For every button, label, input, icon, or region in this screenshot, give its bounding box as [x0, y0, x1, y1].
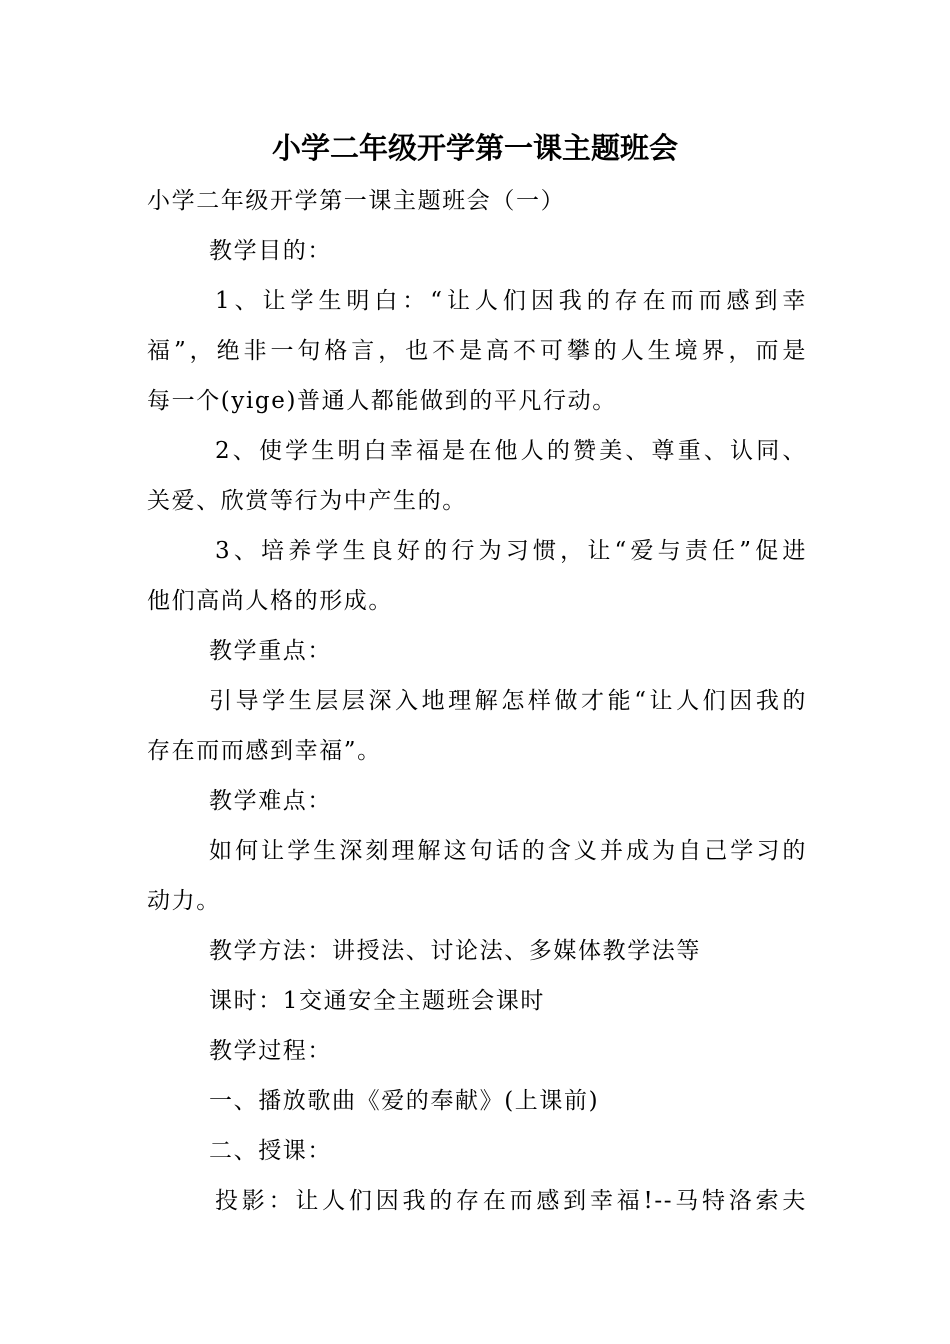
- paragraph-line: 二、授课：: [209, 1138, 332, 1164]
- paragraph-line: 1、让学生明白：“让人们因我的存在而而感到幸: [215, 288, 807, 314]
- document-body: [147, 176, 807, 1226]
- paragraph-label: 教学过程：: [209, 1038, 332, 1064]
- section-heading: 小学二年级开学第一课主题班会（一）: [147, 188, 566, 214]
- paragraph-label: 教学重点：: [209, 638, 332, 664]
- document-title: 小学二年级开学第一课主题班会: [271, 131, 678, 165]
- paragraph-line: 动力。: [147, 888, 221, 914]
- paragraph-line: 课时：1交通安全主题班会课时: [209, 988, 546, 1014]
- paragraph-label: 教学目的：: [209, 238, 332, 264]
- paragraph-line: 教学方法：讲授法、讨论法、多媒体教学法等: [209, 938, 701, 964]
- paragraph-line: 引导学生层层深入地理解怎样做才能“让人们因我的: [209, 688, 807, 714]
- paragraph-label: 教学难点：: [209, 788, 332, 814]
- paragraph-line: 存在而而感到幸福”。: [147, 738, 382, 764]
- paragraph-line: 关爱、欣赏等行为中产生的。: [147, 488, 467, 514]
- paragraph-line: 他们高尚人格的形成。: [147, 588, 393, 614]
- paragraph-line: 2、使学生明白幸福是在他人的赞美、尊重、认同、: [215, 438, 807, 464]
- paragraph-line: 福”，绝非一句格言，也不是高不可攀的人生境界，而是: [147, 338, 807, 364]
- paragraph-line: 如何让学生深刻理解这句话的含义并成为自己学习的: [209, 838, 807, 864]
- paragraph-line: 一、播放歌曲《爱的奉献》(上课前): [209, 1088, 600, 1114]
- paragraph-line: 每一个(yige)普通人都能做到的平凡行动。: [147, 388, 617, 414]
- paragraph-line: 投影：让人们因我的存在而感到幸福!--马特洛索夫: [215, 1188, 807, 1214]
- paragraph-line: 3、培养学生良好的行为习惯，让“爱与责任”促进: [215, 538, 807, 564]
